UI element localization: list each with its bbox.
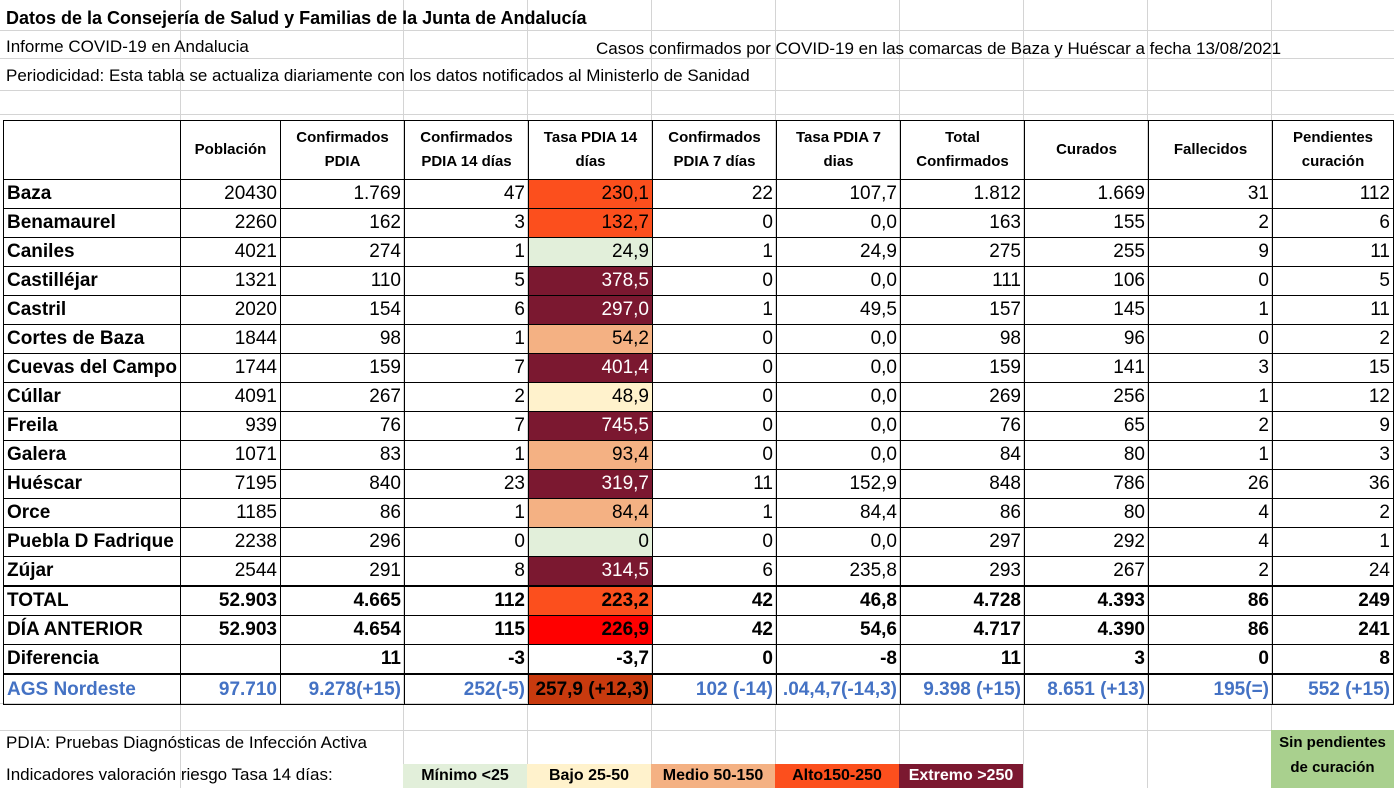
rate-14d-cell: 319,7	[529, 470, 653, 499]
data-cell: 2	[1149, 412, 1273, 441]
data-cell: 1	[653, 499, 777, 528]
data-cell: 107,7	[777, 180, 901, 209]
data-cell: 255	[1025, 238, 1149, 267]
data-cell: 0,0	[777, 267, 901, 296]
data-cell: 2260	[181, 209, 281, 238]
data-cell: 274	[281, 238, 405, 267]
col-header: Tasa PDIA 14 días	[529, 121, 653, 180]
data-cell: 141	[1025, 354, 1149, 383]
rate-14d-cell: 84,4	[529, 499, 653, 528]
data-cell: 275	[901, 238, 1025, 267]
data-cell: 9.398 (+15)	[901, 674, 1025, 705]
data-cell: 12	[1273, 383, 1394, 412]
data-cell: 8	[405, 557, 529, 587]
data-cell: 4.390	[1025, 616, 1149, 645]
row-label: Galera	[4, 441, 181, 470]
legend-medio: Medio 50-150	[651, 764, 775, 788]
table-row	[4, 354, 1394, 383]
data-cell: 96	[1025, 325, 1149, 354]
col-header: Población	[181, 121, 281, 180]
data-cell: 3	[1025, 645, 1149, 675]
data-cell: 5	[1273, 267, 1394, 296]
data-cell: 11	[653, 470, 777, 499]
data-cell: 8.651 (+13)	[1025, 674, 1149, 705]
rate-14d-cell: 314,5	[529, 557, 653, 587]
table-row	[4, 383, 1394, 412]
data-cell: 54,6	[777, 616, 901, 645]
data-cell: 3	[1149, 354, 1273, 383]
row-label: Benamaurel	[4, 209, 181, 238]
row-label: AGS Nordeste	[4, 674, 181, 705]
data-cell: 4	[1149, 528, 1273, 557]
data-cell: 80	[1025, 499, 1149, 528]
data-cell: 106	[1025, 267, 1149, 296]
legend-extremo: Extremo >250	[899, 764, 1023, 788]
data-cell: 0	[653, 441, 777, 470]
data-cell: 1	[405, 238, 529, 267]
data-cell: 1744	[181, 354, 281, 383]
data-cell: 110	[281, 267, 405, 296]
legend-alto: Alto150-250	[775, 764, 899, 788]
data-cell: 42	[653, 586, 777, 616]
data-cell: 267	[281, 383, 405, 412]
row-label: Caniles	[4, 238, 181, 267]
data-cell: 4	[1149, 499, 1273, 528]
data-cell: 4.728	[901, 586, 1025, 616]
data-cell: 552 (+15)	[1273, 674, 1394, 705]
data-cell: 1.669	[1025, 180, 1149, 209]
data-cell: 65	[1025, 412, 1149, 441]
data-cell: 1185	[181, 499, 281, 528]
data-cell: 47	[405, 180, 529, 209]
table-row	[4, 238, 1394, 267]
data-cell: 0	[653, 412, 777, 441]
data-cell: 24	[1273, 557, 1394, 587]
row-label: Castril	[4, 296, 181, 325]
data-cell: 115	[405, 616, 529, 645]
data-cell: 8	[1273, 645, 1394, 675]
table-row	[4, 267, 1394, 296]
rate-14d-cell: 230,1	[529, 180, 653, 209]
data-cell: 293	[901, 557, 1025, 587]
row-label: Puebla D Fadrique	[4, 528, 181, 557]
data-cell: 2	[405, 383, 529, 412]
table-row	[4, 412, 1394, 441]
table-row	[4, 296, 1394, 325]
rate-14d-cell: 226,9	[529, 616, 653, 645]
data-cell: 1.812	[901, 180, 1025, 209]
periodicity-note: Periodicidad: Esta tabla se actualiza diariamente con los datos notificados al Ministerlo de Sanidad	[6, 66, 750, 85]
data-cell: 195(=)	[1149, 674, 1273, 705]
data-cell: 1	[1149, 296, 1273, 325]
data-cell: 11	[1273, 296, 1394, 325]
data-cell: 52.903	[181, 616, 281, 645]
rate-14d-cell: 401,4	[529, 354, 653, 383]
rate-14d-cell: 0	[529, 528, 653, 557]
data-cell: 159	[901, 354, 1025, 383]
data-cell: 249	[1273, 586, 1394, 616]
rate-14d-cell: 93,4	[529, 441, 653, 470]
data-cell: 0	[653, 209, 777, 238]
col-header: Curados	[1025, 121, 1149, 180]
data-cell: 0	[1149, 645, 1273, 675]
data-cell: 1	[405, 441, 529, 470]
table-row	[4, 441, 1394, 470]
data-cell: 83	[281, 441, 405, 470]
data-cell: 52.903	[181, 586, 281, 616]
rate-14d-cell: -3,7	[529, 645, 653, 675]
data-cell: 0	[653, 645, 777, 675]
rate-14d-cell: 132,7	[529, 209, 653, 238]
data-cell: 1	[1273, 528, 1394, 557]
col-header: Tasa PDIA 7 dias	[777, 121, 901, 180]
data-cell: 111	[901, 267, 1025, 296]
rate-14d-cell: 54,2	[529, 325, 653, 354]
data-cell: 98	[281, 325, 405, 354]
rate-14d-cell: 24,9	[529, 238, 653, 267]
report-headline: Casos confirmados por COVID-19 en las comarcas de Baza y Huéscar a fecha 13/08/2021	[596, 39, 1282, 58]
data-cell: 5	[405, 267, 529, 296]
data-cell: 1	[653, 296, 777, 325]
rate-14d-cell: 745,5	[529, 412, 653, 441]
data-cell: 0	[653, 325, 777, 354]
data-cell: 2	[1149, 209, 1273, 238]
data-cell: 162	[281, 209, 405, 238]
data-cell: 0	[653, 528, 777, 557]
legend-minimo: Mínimo <25	[403, 764, 527, 788]
rate-14d-cell: 297,0	[529, 296, 653, 325]
data-cell: .04,4,7(-14,3)	[777, 674, 901, 705]
data-cell: 86	[281, 499, 405, 528]
data-cell: 4.393	[1025, 586, 1149, 616]
data-cell: 786	[1025, 470, 1149, 499]
data-cell: 2544	[181, 557, 281, 587]
data-cell: 1	[1149, 383, 1273, 412]
data-cell: 267	[1025, 557, 1149, 587]
data-cell: 46,8	[777, 586, 901, 616]
data-cell: 76	[281, 412, 405, 441]
data-cell: 1	[405, 325, 529, 354]
data-cell: 2	[1273, 499, 1394, 528]
data-cell: 80	[1025, 441, 1149, 470]
data-cell: 0	[405, 528, 529, 557]
data-cell: -8	[777, 645, 901, 675]
data-cell: 252(-5)	[405, 674, 529, 705]
data-cell: 145	[1025, 296, 1149, 325]
data-cell: 98	[901, 325, 1025, 354]
data-cell: -3	[405, 645, 529, 675]
pdia-note: PDIA: Pruebas Diagnósticas de Infección Activa	[6, 733, 367, 752]
data-cell: 86	[901, 499, 1025, 528]
row-label: Orce	[4, 499, 181, 528]
data-cell: 840	[281, 470, 405, 499]
data-cell: 0	[1149, 267, 1273, 296]
header-row	[4, 121, 1394, 180]
report-subtitle: Informe COVID-19 en Andalucia	[6, 37, 249, 56]
data-cell: 1	[1149, 441, 1273, 470]
data-cell: 15	[1273, 354, 1394, 383]
data-cell: 4021	[181, 238, 281, 267]
data-cell: 0,0	[777, 325, 901, 354]
data-cell: 86	[1149, 616, 1273, 645]
data-cell: 154	[281, 296, 405, 325]
indicator-label: Indicadores valoración riesgo Tasa 14 días:	[6, 765, 333, 784]
data-cell: 0	[653, 267, 777, 296]
data-cell: 84,4	[777, 499, 901, 528]
data-cell: 42	[653, 616, 777, 645]
data-cell: 49,5	[777, 296, 901, 325]
data-cell: 241	[1273, 616, 1394, 645]
data-cell: 1	[405, 499, 529, 528]
rate-14d-cell: 223,2	[529, 586, 653, 616]
row-label: Cuevas del Campo	[4, 354, 181, 383]
data-cell: 7195	[181, 470, 281, 499]
data-cell: 1.769	[281, 180, 405, 209]
data-cell: 112	[1273, 180, 1394, 209]
data-cell: 9.278(+15)	[281, 674, 405, 705]
table-row	[4, 557, 1394, 587]
data-cell: 2020	[181, 296, 281, 325]
ags-row	[4, 674, 1394, 705]
row-label: Cortes de Baza	[4, 325, 181, 354]
data-cell: 4091	[181, 383, 281, 412]
table-row	[4, 470, 1394, 499]
data-cell: 11	[901, 645, 1025, 675]
row-label: Baza	[4, 180, 181, 209]
data-cell: 0,0	[777, 354, 901, 383]
row-label: TOTAL	[4, 586, 181, 616]
data-cell: 11	[281, 645, 405, 675]
legend-bajo: Bajo 25-50	[527, 764, 651, 788]
data-cell: 24,9	[777, 238, 901, 267]
data-cell: 0,0	[777, 209, 901, 238]
data-cell: 0,0	[777, 383, 901, 412]
data-cell: 6	[405, 296, 529, 325]
data-cell: 22	[653, 180, 777, 209]
data-cell: 0,0	[777, 528, 901, 557]
data-cell: 0	[1149, 325, 1273, 354]
row-label: Castilléjar	[4, 267, 181, 296]
data-cell: 11	[1273, 238, 1394, 267]
data-cell: 0	[653, 354, 777, 383]
data-cell: 31	[1149, 180, 1273, 209]
table-row	[4, 499, 1394, 528]
data-cell: 3	[405, 209, 529, 238]
data-cell: 291	[281, 557, 405, 587]
data-cell: 2	[1273, 325, 1394, 354]
data-cell: 1321	[181, 267, 281, 296]
data-cell: 939	[181, 412, 281, 441]
data-cell: 3	[1273, 441, 1394, 470]
row-label: Cúllar	[4, 383, 181, 412]
data-cell: 0	[653, 383, 777, 412]
data-cell: 235,8	[777, 557, 901, 587]
data-cell: 2238	[181, 528, 281, 557]
data-cell: 4.665	[281, 586, 405, 616]
data-cell: 296	[281, 528, 405, 557]
data-cell: 102 (-14)	[653, 674, 777, 705]
row-label: Freila	[4, 412, 181, 441]
data-cell: 1071	[181, 441, 281, 470]
data-cell: 155	[1025, 209, 1149, 238]
sin-pendientes-note: Sin pendientes de curación	[1271, 730, 1394, 788]
data-cell	[181, 645, 281, 675]
data-cell: 97.710	[181, 674, 281, 705]
data-cell: 157	[901, 296, 1025, 325]
data-cell: 23	[405, 470, 529, 499]
data-cell: 4.654	[281, 616, 405, 645]
row-label: Diferencia	[4, 645, 181, 675]
previous-day-row	[4, 616, 1394, 645]
data-cell: 76	[901, 412, 1025, 441]
covid-table	[3, 120, 1394, 705]
col-header: Pendientes curación	[1273, 121, 1394, 180]
col-header: Confirmados PDIA 7 días	[653, 121, 777, 180]
col-header	[4, 121, 181, 180]
report-title: Datos de la Consejería de Salud y Familias de la Junta de Andalucía	[6, 8, 587, 28]
col-header: Total Confirmados	[901, 121, 1025, 180]
col-header: Confirmados PDIA	[281, 121, 405, 180]
col-header: Fallecidos	[1149, 121, 1273, 180]
data-cell: 1844	[181, 325, 281, 354]
table-row	[4, 180, 1394, 209]
data-cell: 9	[1149, 238, 1273, 267]
table-row	[4, 528, 1394, 557]
total-row	[4, 586, 1394, 616]
data-cell: 297	[901, 528, 1025, 557]
data-cell: 9	[1273, 412, 1394, 441]
col-header: Confirmados PDIA 14 días	[405, 121, 529, 180]
data-cell: 7	[405, 354, 529, 383]
data-cell: 36	[1273, 470, 1394, 499]
row-label: Zújar	[4, 557, 181, 587]
data-cell: 292	[1025, 528, 1149, 557]
data-cell: 1	[653, 238, 777, 267]
data-cell: 26	[1149, 470, 1273, 499]
row-label: DÍA ANTERIOR	[4, 616, 181, 645]
rate-14d-cell: 378,5	[529, 267, 653, 296]
data-cell: 159	[281, 354, 405, 383]
data-cell: 848	[901, 470, 1025, 499]
data-cell: 84	[901, 441, 1025, 470]
data-cell: 6	[1273, 209, 1394, 238]
rate-14d-cell: 48,9	[529, 383, 653, 412]
data-cell: 20430	[181, 180, 281, 209]
data-cell: 152,9	[777, 470, 901, 499]
data-cell: 112	[405, 586, 529, 616]
data-cell: 86	[1149, 586, 1273, 616]
data-cell: 4.717	[901, 616, 1025, 645]
data-cell: 0,0	[777, 412, 901, 441]
table-row	[4, 325, 1394, 354]
data-cell: 7	[405, 412, 529, 441]
table-row	[4, 209, 1394, 238]
data-cell: 6	[653, 557, 777, 587]
data-cell: 163	[901, 209, 1025, 238]
difference-row	[4, 645, 1394, 675]
data-cell: 2	[1149, 557, 1273, 587]
data-cell: 0,0	[777, 441, 901, 470]
row-label: Huéscar	[4, 470, 181, 499]
rate-14d-cell: 257,9 (+12,3)	[529, 674, 653, 705]
data-cell: 269	[901, 383, 1025, 412]
data-cell: 256	[1025, 383, 1149, 412]
